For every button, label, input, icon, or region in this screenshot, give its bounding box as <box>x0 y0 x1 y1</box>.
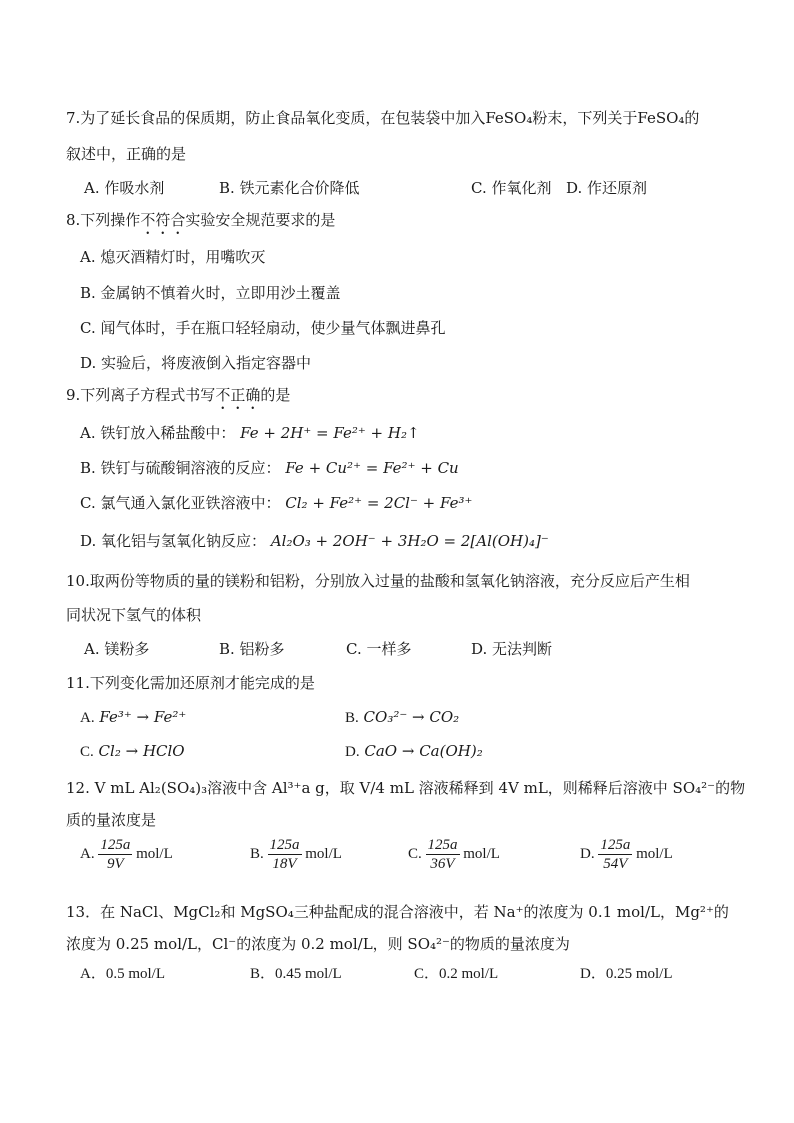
q12-option-d-numerator: 125a <box>600 837 631 853</box>
q11-option-c <box>80 741 185 762</box>
q12-option-c-label: C. <box>408 845 422 862</box>
q10-option-b: B. 铝粉多 <box>219 640 285 658</box>
q12-option-a-denominator: 9V <box>107 856 124 872</box>
q11-option-a-equation: Fe³⁺ → Fe²⁺ <box>99 708 187 726</box>
q8-option-a: A. 熄灭酒精灯时，用嘴吹灭 <box>80 248 266 266</box>
q10-option-d: D. 无法判断 <box>471 640 553 658</box>
q13-option-a: A．0.5 mol/L <box>80 966 165 982</box>
q9-option-b <box>80 458 459 478</box>
q8-stem-post: 实验安全规范要求的是 <box>185 211 336 229</box>
q11-option-b-equation: CO₃²⁻ → CO₂ <box>363 708 460 726</box>
q7-stem-line1: 7.为了延长食品的保质期，防止食品氧化变质，在包装袋中加入FeSO₄粉末，下列关于FeSO₄的 <box>66 109 700 127</box>
q10-option-a: A. 镁粉多 <box>84 640 150 658</box>
q12-option-b-fraction <box>268 836 302 873</box>
q10-stem-line1: 10.取两份等物质的量的镁粉和铝粉，分别放入过量的盐酸和氢氧化钠溶液，充分反应后产生相 <box>66 572 690 590</box>
q12-option-d-unit: mol/L <box>636 845 673 862</box>
q11-option-d-label: D. <box>345 744 360 760</box>
q12-option-b-numerator: 125a <box>269 837 300 853</box>
q10-stem-line2: 同状况下氢气的体积 <box>66 606 202 624</box>
q9-option-d <box>80 531 549 551</box>
q12-option-d-denominator: 54V <box>603 856 628 872</box>
q12-option-a <box>80 836 173 873</box>
q8-option-b: B. 金属钠不慎着火时，立即用沙土覆盖 <box>80 284 341 302</box>
q9-option-a <box>80 423 420 443</box>
q10-option-c: C. 一样多 <box>346 640 412 658</box>
q12-option-b-label: B. <box>250 845 264 862</box>
q12-option-d-label: D. <box>580 845 595 862</box>
q8-stem-emphasis: 不符合 <box>140 211 186 229</box>
q7-option-b: B. 铁元素化合价降低 <box>219 179 360 197</box>
q13-stem-line2: 浓度为 0.25 mol/L，Cl⁻的浓度为 0.2 mol/L，则 SO₄²⁻的物质的量浓度为 <box>66 935 570 953</box>
q12-option-c-denominator: 36V <box>430 856 455 872</box>
q12-option-a-numerator: 125a <box>100 837 131 853</box>
q11-option-a-label: A. <box>80 710 95 726</box>
q9-option-a-equation: Fe + 2H⁺ = Fe²⁺ + H₂↑ <box>240 424 420 442</box>
q12-stem-line2: 质的量浓度是 <box>66 811 157 829</box>
q9-stem <box>66 385 290 413</box>
q12-option-b-unit: mol/L <box>305 845 342 862</box>
q12-option-b-denominator: 18V <box>272 856 297 872</box>
q9-stem-post: 的是 <box>260 386 291 404</box>
q9-stem-pre: 9.下列离子方程式书写 <box>66 386 216 404</box>
q12-option-c-numerator: 125a <box>427 837 458 853</box>
q11-option-d-equation: CaO → Ca(OH)₂ <box>364 742 483 760</box>
q8-option-d: D. 实验后，将废液倒入指定容器中 <box>80 354 312 372</box>
q11-option-b <box>345 707 459 728</box>
q13-stem-line1: 13．在 NaCl、MgCl₂和 MgSO₄三种盐配成的混合溶液中，若 Na⁺的浓度为 0.1 mol/L，Mg²⁺的 <box>66 903 729 921</box>
q11-option-b-label: B. <box>345 710 359 726</box>
q9-option-b-label: B. 铁钉与硫酸铜溶液的反应： <box>80 459 281 477</box>
q9-stem-emphasis: 不正确 <box>215 386 261 404</box>
q9-option-a-label: A. 铁钉放入稀盐酸中： <box>80 424 236 442</box>
q12-option-a-unit: mol/L <box>136 845 173 862</box>
q8-stem <box>66 210 335 238</box>
q7-stem-line2: 叙述中，正确的是 <box>66 145 187 163</box>
q9-option-c-label: C. 氯气通入氯化亚铁溶液中： <box>80 494 281 512</box>
q12-option-a-fraction <box>98 836 132 873</box>
q12-option-c-fraction <box>426 836 460 873</box>
q11-stem: 11.下列变化需加还原剂才能完成的是 <box>66 674 315 692</box>
q8-option-c: C. 闻气体时，手在瓶口轻轻扇动，使少量气体飘进鼻孔 <box>80 319 446 337</box>
q7-option-d: D. 作还原剂 <box>566 179 648 197</box>
q13-option-c: C．0.2 mol/L <box>414 966 499 982</box>
q7-option-c: C. 作氧化剂 <box>471 179 552 197</box>
q9-option-b-equation: Fe + Cu²⁺ = Fe²⁺ + Cu <box>285 459 459 477</box>
q12-option-c <box>408 836 500 873</box>
q9-option-d-equation: Al₂O₃ + 2OH⁻ + 3H₂O = 2[Al(OH)₄]⁻ <box>270 532 549 550</box>
q9-option-c <box>80 493 472 513</box>
q12-option-d <box>580 836 673 873</box>
q13-option-b: B．0.45 mol/L <box>250 966 342 982</box>
q11-option-d <box>345 741 483 762</box>
q12-option-d-fraction <box>598 836 632 873</box>
q11-option-c-equation: Cl₂ → HClO <box>98 742 185 760</box>
q12-option-c-unit: mol/L <box>463 845 500 862</box>
q12-option-a-label: A. <box>80 845 95 862</box>
q9-option-c-equation: Cl₂ + Fe²⁺ = 2Cl⁻ + Fe³⁺ <box>285 494 473 512</box>
q12-stem-line1: 12. V mL Al₂(SO₄)₃溶液中含 Al³⁺a g，取 V/4 mL 溶液稀释到 4V mL，则稀释后溶液中 SO₄²⁻的物 <box>66 779 746 797</box>
q11-option-c-label: C. <box>80 744 94 760</box>
q12-option-b <box>250 836 342 873</box>
q8-stem-pre: 8.下列操作 <box>66 211 141 229</box>
q13-option-d: D．0.25 mol/L <box>580 966 673 982</box>
q11-option-a <box>80 707 186 728</box>
q7-option-a: A. 作吸水剂 <box>84 179 165 197</box>
q9-option-d-label: D. 氧化铝与氢氧化钠反应： <box>80 532 267 550</box>
